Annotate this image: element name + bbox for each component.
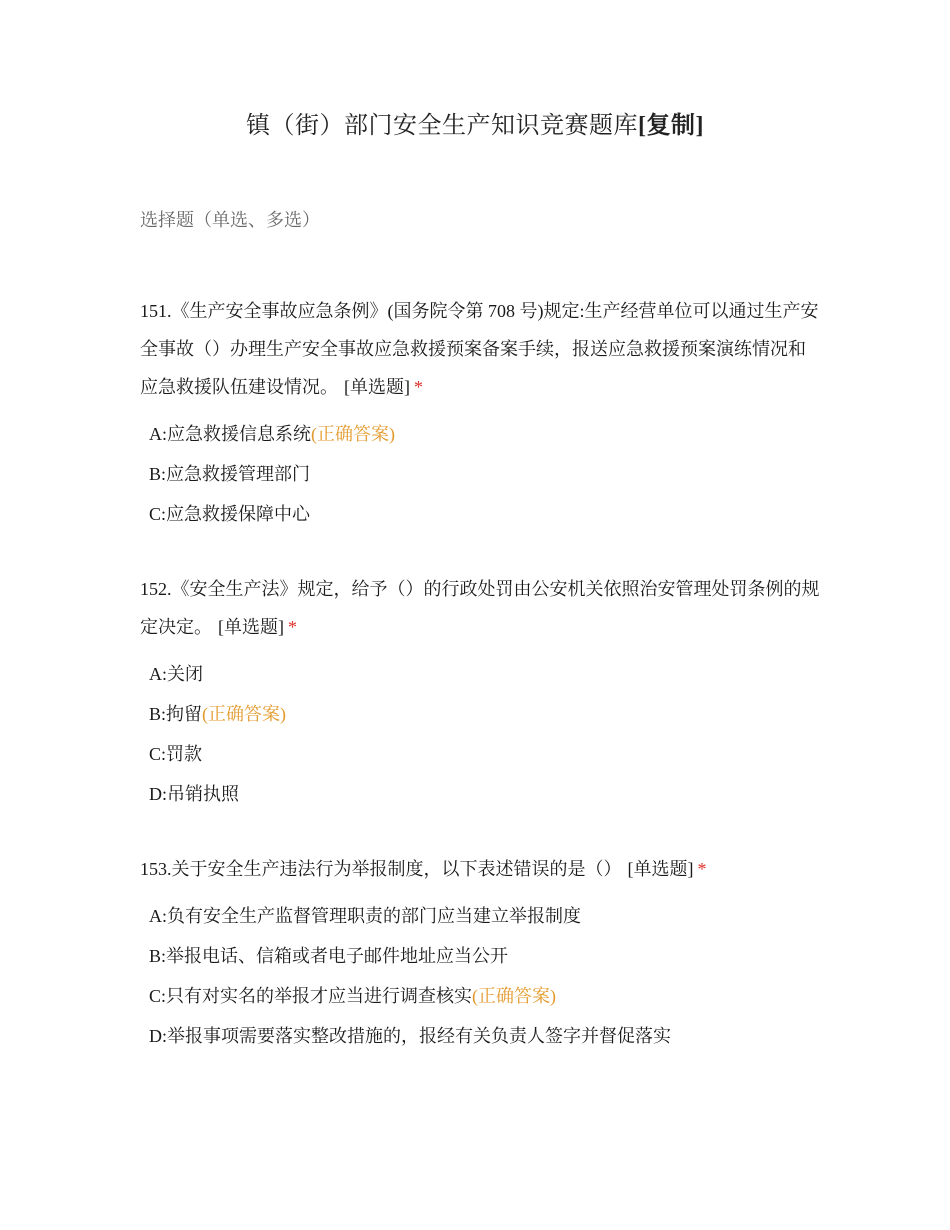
option-d[interactable] xyxy=(140,774,820,814)
option-label: A:关闭 xyxy=(149,664,203,684)
option-b[interactable] xyxy=(140,936,820,976)
option-a[interactable] xyxy=(140,414,820,454)
option-label: A:负有安全生产监督管理职责的部门应当建立举报制度 xyxy=(149,906,581,926)
question-153 xyxy=(140,850,820,1056)
option-label: D:吊销执照 xyxy=(149,784,239,804)
option-label: C:只有对实名的举报才应当进行调查核实 xyxy=(149,986,473,1006)
question-stem: 151.《生产安全事故应急条例》(国务院令第 708 号)规定:生产经营单位可以通过生产安全事故（）办理生产安全事故应急救援预案备案手续，报送应急救援预案演练情况和应急救援队伍建设情况。 xyxy=(140,301,819,397)
option-b[interactable] xyxy=(140,694,820,734)
option-label: D:举报事项需要落实整改措施的，报经有关负责人签字并督促落实 xyxy=(149,1026,671,1046)
correct-answer-tag: (正确答案) xyxy=(202,704,287,724)
option-label: C:罚款 xyxy=(149,744,203,764)
option-a[interactable] xyxy=(140,654,820,694)
question-stem: 153.关于安全生产违法行为举报制度，以下表述错误的是（） xyxy=(140,859,622,879)
option-label: B:应急救援管理部门 xyxy=(149,464,311,484)
page-title xyxy=(0,108,950,144)
option-d[interactable] xyxy=(140,1016,820,1056)
option-label: B:拘留 xyxy=(149,704,203,724)
question-text xyxy=(140,292,820,406)
required-mark: * xyxy=(414,377,423,397)
question-type: [单选题] xyxy=(344,377,410,397)
page-title-main: 镇（街）部门安全生产知识竞赛题库 xyxy=(246,113,638,139)
correct-answer-tag: (正确答案) xyxy=(472,986,557,1006)
page-title-suffix: [复制] xyxy=(638,113,704,139)
option-b[interactable] xyxy=(140,454,820,494)
option-label: A:应急救援信息系统 xyxy=(149,424,311,444)
question-151 xyxy=(140,292,820,534)
section-title: 选择题（单选、多选） xyxy=(140,210,320,230)
question-text xyxy=(140,850,820,888)
option-c[interactable] xyxy=(140,494,820,534)
question-stem: 152.《安全生产法》规定，给予（）的行政处罚由公安机关依照治安管理处罚条例的规定决定。 xyxy=(140,579,820,637)
option-label: C:应急救援保障中心 xyxy=(149,504,311,524)
question-text xyxy=(140,570,820,646)
question-type: [单选题] xyxy=(218,617,284,637)
correct-answer-tag: (正确答案) xyxy=(311,424,395,444)
required-mark: * xyxy=(288,617,297,637)
required-mark: * xyxy=(697,859,707,879)
option-c[interactable] xyxy=(140,734,820,774)
option-label: B:举报电话、信箱或者电子邮件地址应当公开 xyxy=(149,946,509,966)
option-list xyxy=(140,896,820,1056)
option-list xyxy=(140,654,820,814)
question-type: [单选题] xyxy=(627,859,694,879)
question-152 xyxy=(140,570,820,814)
option-c[interactable] xyxy=(140,976,820,1016)
option-a[interactable] xyxy=(140,896,820,936)
option-list xyxy=(140,414,820,534)
